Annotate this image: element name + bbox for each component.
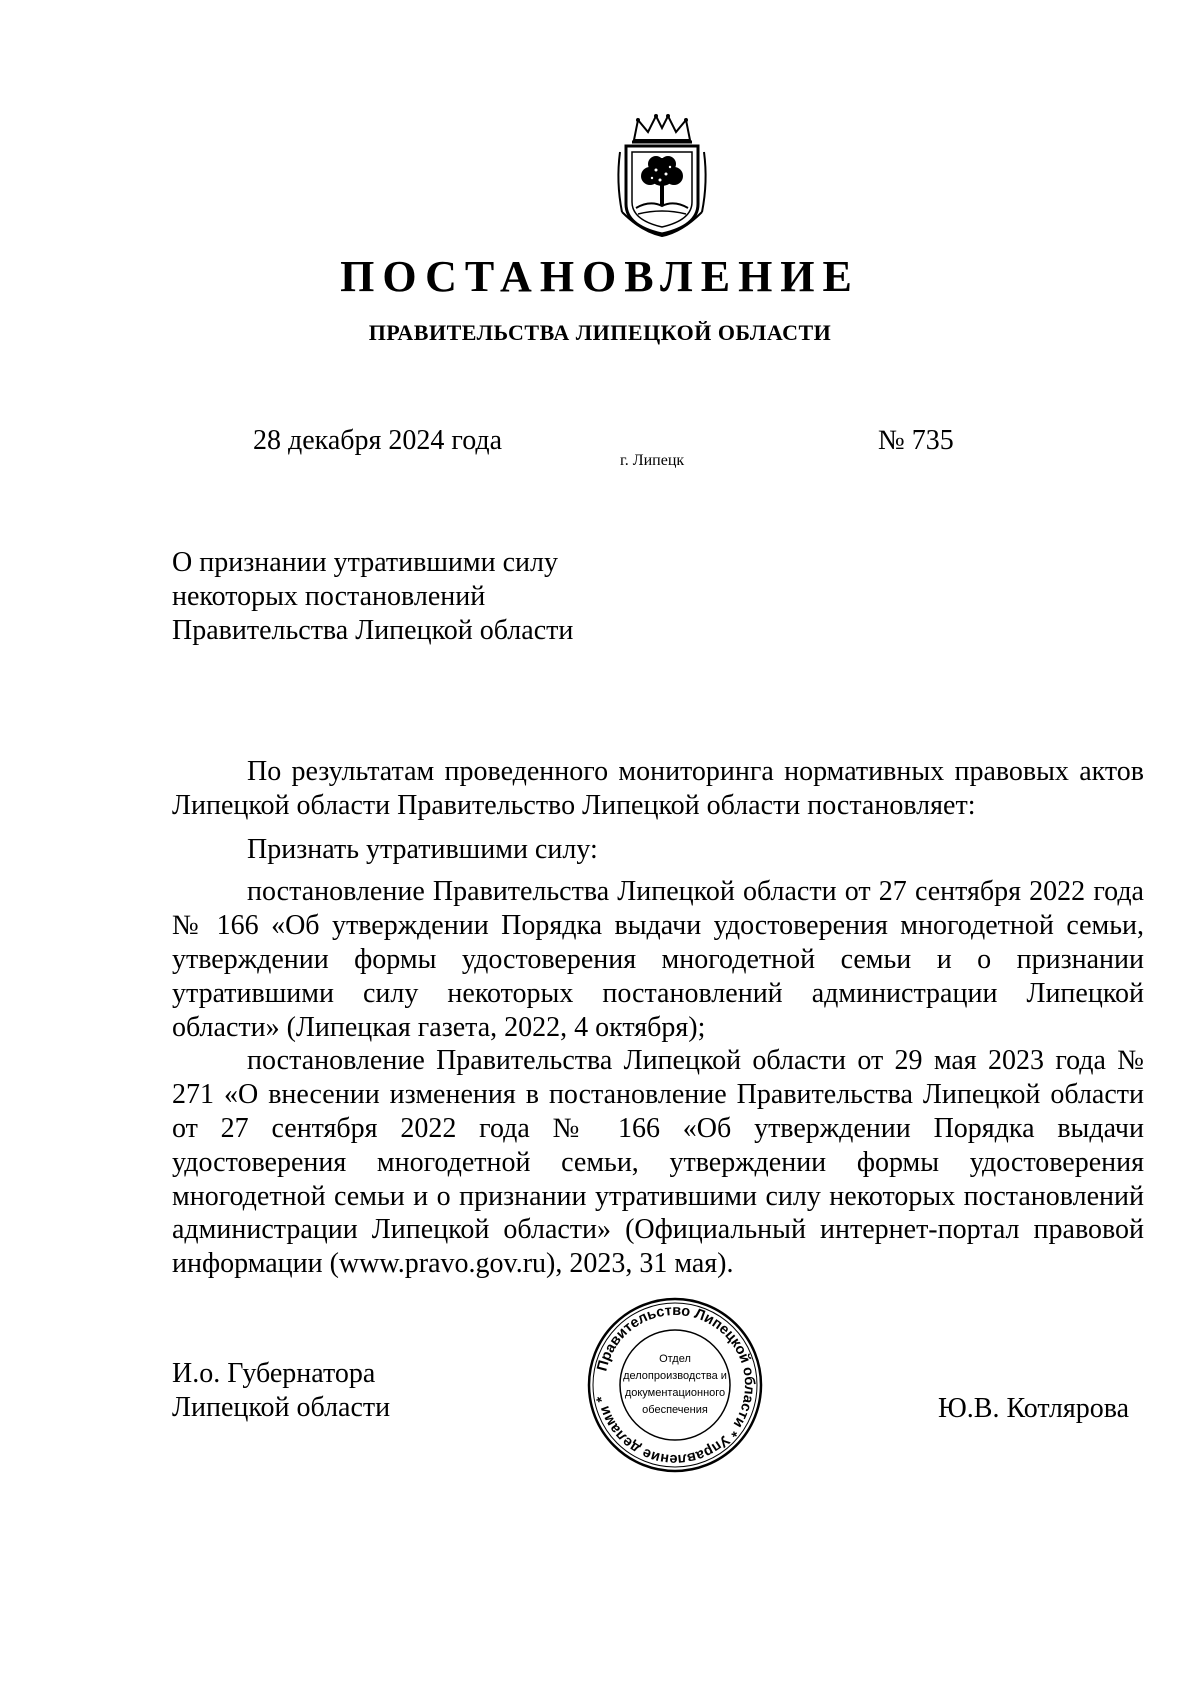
subject-line: некоторых постановлений <box>172 581 486 612</box>
document-title: ПОСТАНОВЛЕНИЕ <box>340 252 860 301</box>
stamp-outer-text: Правительство Липецкой области * Управление делами * <box>593 1302 758 1468</box>
signatory-position <box>172 1357 390 1425</box>
stamp-inner-line: делопроизводства и <box>623 1370 727 1382</box>
subject-line: О признании утратившими силу <box>172 547 558 578</box>
subject-line: Правительства Липецкой области <box>172 615 574 646</box>
item-paragraph-1: постановление Правительства Липецкой области от 27 сентября 2022 года № 166 «Об утверждении Порядка выдачи удостоверения многодетной семьи, утверждении формы удостоверения многодетной семьи и о признании утратившими силу некоторых постановлений администрации Липецкой области» (Липецкая газета, 2022, 4 октября); <box>172 876 1144 1043</box>
stamp-inner-line: Отдел <box>659 1353 691 1365</box>
position-line: Липецкой области <box>172 1392 391 1423</box>
stamp-inner-line: документационного <box>624 1387 726 1399</box>
document-date: 28 декабря 2024 года <box>253 425 503 456</box>
document-subject <box>172 546 692 648</box>
document-number: № 735 <box>878 425 954 456</box>
document-body <box>172 755 1144 1281</box>
item-paragraph-2: постановление Правительства Липецкой области от 29 мая 2023 года № 271 «О внесении изменения в постановление Правительства Липецкой области от 27 сентября 2022 года № 166 «Об утверждении Порядка выдачи удостоверения многодетной семьи, утверждении формы удостоверения многодетной семьи и о признании утратившими силу некоторых постановлений администрации Липецкой области» (Официальный интернет-портал правовой информации (www.pravo.gov.ru), 2023, 31 мая). <box>172 1045 1144 1280</box>
position-line: И.о. Губернатора <box>172 1358 376 1389</box>
directive-paragraph: Признать утратившими силу: <box>247 833 598 865</box>
intro-paragraph: По результатам проведенного мониторинга нормативных правовых актов Липецкой области Правительство Липецкой области постановляет: <box>172 756 1144 821</box>
coat-of-arms-icon <box>612 112 712 238</box>
stamp-inner-line: обеспечения <box>642 1404 708 1416</box>
official-stamp <box>586 1296 764 1474</box>
document-issuer: ПРАВИТЕЛЬСТВА ЛИПЕЦКОЙ ОБЛАСТИ <box>368 320 832 345</box>
signatory-name: Ю.В. Котлярова <box>938 1393 1130 1424</box>
document-place: г. Липецк <box>620 452 685 469</box>
